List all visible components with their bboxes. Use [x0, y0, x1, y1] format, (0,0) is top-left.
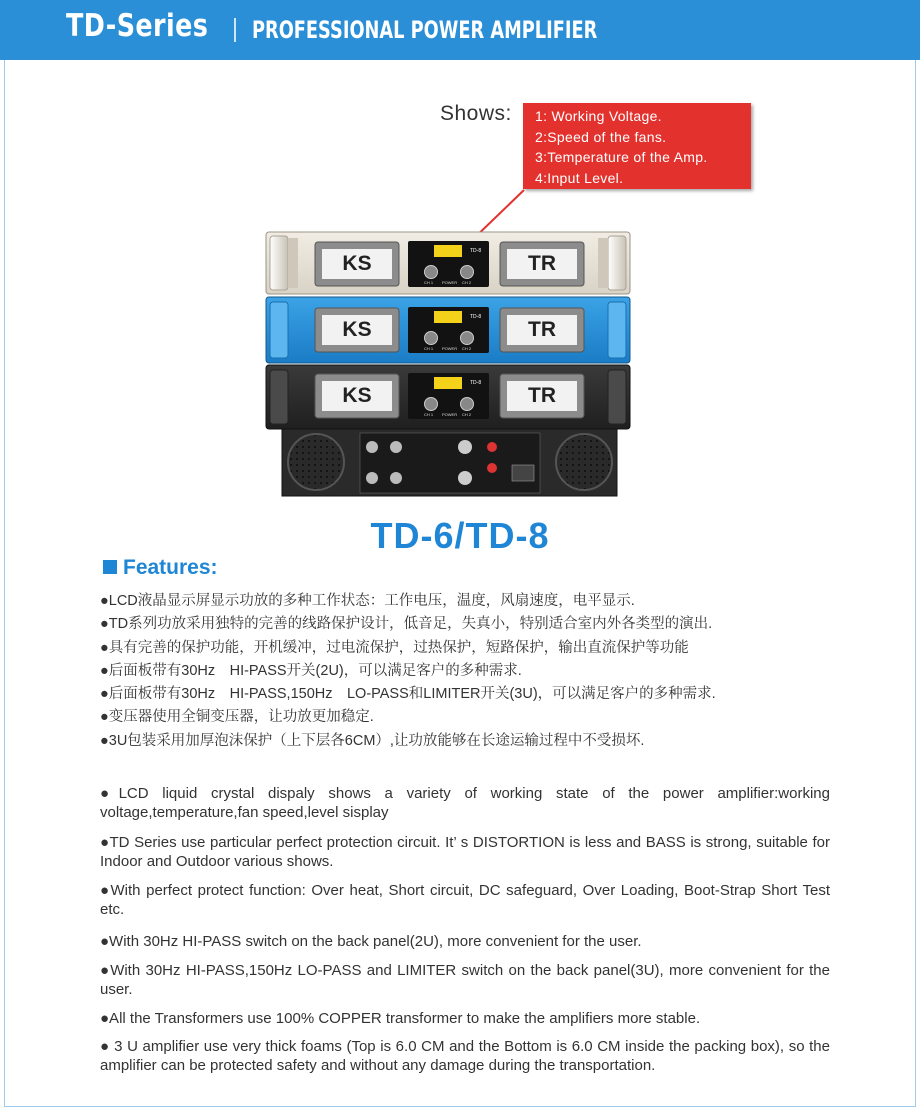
features-heading-text: Features:	[123, 556, 218, 579]
panel-label-ch2: CH 2	[462, 280, 472, 285]
logo-ks: KS	[322, 249, 392, 279]
panel-model-label: TD-8	[470, 314, 482, 320]
shows-label: Shows:	[440, 102, 512, 125]
features-en-list	[100, 784, 830, 1075]
feature-cn-item: ●LCD液晶显示屏显示功放的多种工作状态：工作电压，温度，风扇速度，电平显示.	[100, 593, 635, 609]
feature-cn-item: ●3U包装采用加厚泡沫保护（上下层各6CM）,让功放能够在长途运输过程中不受损坏.	[100, 732, 645, 749]
feature-en-item: ●TD Series use particular perfect protection circuit. It’ s DISTORTION is less and BASS is strong, suitable for Indoor and Outdoor various shows.	[100, 834, 830, 870]
panel-label-ch2: CH 2	[462, 346, 472, 351]
feature-cn-item: ●后面板带有30Hz HI-PASS开关(2U)，可以满足客户的多种需求.	[100, 662, 522, 679]
feature-en-item: ●With perfect protect function: Over heat, Short circuit, DC safeguard, Over Loading, Boot-Strap Short Test etc.	[100, 882, 830, 918]
shows-item: 2:Speed of the fans.	[535, 128, 667, 145]
square-bullet-icon	[103, 560, 117, 574]
volume-knob-icon	[424, 331, 438, 345]
feature-cn-item: ●变压器使用全铜变压器，让功放更加稳定.	[100, 709, 374, 726]
volume-knob-icon	[460, 397, 474, 411]
features-heading	[103, 556, 218, 580]
logo-tr: TR	[507, 249, 577, 279]
feature-en-item: ●All the Transformers use 100% COPPER transformer to make the amplifiers more stable.	[100, 1010, 701, 1027]
volume-knob-icon	[460, 331, 474, 345]
volume-knob-icon	[424, 397, 438, 411]
feature-cn-item: ●具有完善的保护功能，开机缓冲，过电流保护，过热保护，短路保护，输出直流保护等功能	[100, 639, 689, 656]
feature-en-item: ● 3 U amplifier use very thick foams (Top is 6.0 CM and the Bottom is 6.0 CM inside the packing box), so the amplifier can be protected safety and without any damage during the transportation.	[100, 1038, 830, 1074]
logo-ks: KS	[322, 381, 392, 411]
panel-model-label: TD-8	[470, 248, 482, 254]
lcd-display	[434, 311, 462, 323]
volume-knob-icon	[460, 265, 474, 279]
logo-ks: KS	[322, 315, 392, 345]
panel-label-power: POWER	[442, 346, 458, 351]
feature-en-item: ●With 30Hz HI-PASS,150Hz LO-PASS and LIMITER switch on the back panel(3U), more convenient for the user.	[100, 962, 830, 998]
lcd-display	[434, 245, 462, 257]
panel-model-label: TD-8	[470, 380, 482, 386]
volume-knob-icon	[424, 265, 438, 279]
logo-tr: TR	[507, 381, 577, 411]
shows-item: 1: Working Voltage.	[535, 108, 662, 124]
logo-tr: TR	[507, 315, 577, 345]
features-cn-list	[100, 590, 860, 753]
panel-label-power: POWER	[442, 412, 458, 417]
lcd-display	[434, 377, 462, 389]
product-title: TD-6/TD-8	[370, 515, 550, 556]
shows-item: 3:Temperature of the Amp.	[535, 149, 708, 165]
series-title: TD-Series	[66, 8, 209, 44]
shows-item: 4:Input Level.	[535, 169, 624, 186]
header-subtitle: PROFESSIONAL POWER AMPLIFIER	[252, 16, 598, 44]
feature-cn-item: ●TD系列功放采用独特的完善的线路保护设计，低音足，失真小，特别适合室内外各类型的演出.	[100, 616, 713, 633]
feature-cn-item: ●后面板带有30Hz HI-PASS,150Hz LO-PASS和LIMITER开关(3U)，可以满足客户的多种需求.	[100, 686, 716, 703]
panel-label-power: POWER	[442, 280, 458, 285]
feature-en-item: ●LCD liquid crystal dispaly shows a variety of working state of the power amplifier:working voltage,temperature,fan speed,level sisplay	[100, 785, 830, 821]
panel-label-ch1: CH 1	[424, 280, 434, 285]
feature-en-item: ●With 30Hz HI-PASS switch on the back panel(2U), more convenient for the user.	[100, 933, 642, 950]
panel-label-ch2: CH 2	[462, 412, 472, 417]
panel-label-ch1: CH 1	[424, 412, 434, 417]
panel-label-ch1: CH 1	[424, 346, 434, 351]
amplifier-back-panel	[282, 429, 617, 496]
